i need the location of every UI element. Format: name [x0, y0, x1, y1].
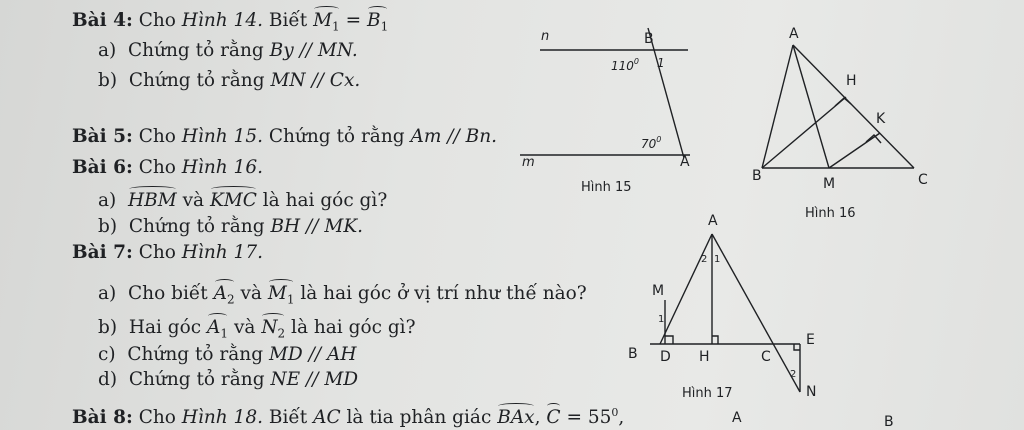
bai7-b-rest: là hai góc gì? — [291, 317, 416, 338]
fig17-label-m1: 1 — [658, 314, 665, 325]
bai5-fig-ref: Hình 15. — [181, 126, 263, 147]
bai4-a-label: a) — [98, 40, 117, 61]
bai6-b-expr: BH // MK. — [270, 216, 364, 237]
fig15-angle-70: $70^0$ — [641, 135, 662, 151]
fig15-caption: Hình 15 — [581, 180, 632, 195]
fig16-segment-bh — [762, 97, 846, 168]
bai7-a-pre: Cho biết — [128, 283, 208, 304]
bai5-expr: Am // Bn. — [410, 126, 498, 147]
fig16-label-c: C — [918, 172, 928, 188]
bai6-intro: Cho — [138, 157, 176, 178]
angle-m1: $M_1$ — [313, 6, 340, 38]
fig15-label-m: m — [522, 155, 535, 170]
bai4-b-label: b) — [98, 70, 118, 91]
bai7-d-expr: NE // MD — [270, 369, 359, 390]
fig16-side-ab — [762, 45, 793, 168]
angle-n2: $N_2$ — [261, 313, 285, 345]
bai7-d-label: d) — [98, 369, 118, 390]
fig16-segment-mk — [829, 133, 880, 168]
bai7-fig-ref: Hình 17. — [181, 242, 263, 263]
bai6-a-label: a) — [98, 190, 117, 211]
bai4-eq: = — [345, 10, 362, 31]
bai5-number: Bài 5: — [72, 126, 133, 147]
bai7-a-rest: là hai góc ở vị trí như thế nào? — [300, 283, 587, 304]
bai4-a-expr: By // MN. — [269, 40, 358, 61]
bai7-c-label: c) — [98, 344, 116, 365]
bai4-a-text: Chứng tỏ rằng — [128, 40, 264, 61]
bai7-d-text: Chứng tỏ rằng — [128, 369, 265, 390]
fig16-label-m: M — [823, 176, 836, 192]
figure-16 — [762, 45, 914, 168]
fig17-side-an — [712, 234, 800, 392]
fig15-label-a: A — [680, 154, 690, 170]
bai7-b-and: và — [233, 317, 256, 338]
figure-15 — [520, 28, 690, 158]
fig15-label-n: n — [541, 29, 550, 44]
bai8-comma: , — [534, 407, 541, 429]
fig15-label-b: B — [644, 31, 654, 47]
fig16-right-angle-h — [835, 98, 851, 106]
angle-hbm: HBM — [128, 186, 177, 212]
bai7-a-and: và — [240, 283, 262, 304]
fig17-label-e: E — [806, 332, 815, 348]
fig15-label-1: 1 — [657, 56, 665, 70]
bai7-intro: Cho — [138, 242, 176, 263]
fig17-label-c: C — [761, 349, 771, 365]
angle-kmc: KMC — [210, 186, 257, 212]
fig17-right-angle-h — [712, 336, 718, 344]
bai6-a-rest: là hai góc gì? — [262, 190, 388, 211]
bai5-intro: Cho — [138, 126, 176, 147]
bai6-a-and: và — [182, 190, 205, 211]
fig17-label-n2: 2 — [790, 369, 797, 380]
bai8-number: Bài 8: — [72, 407, 133, 429]
fig17-side-ab — [660, 234, 712, 344]
bai7-a-label: a) — [98, 283, 117, 304]
fig16-label-k: K — [876, 111, 886, 127]
fig17-label-d: D — [660, 349, 671, 365]
bai7-c-text: Chứng tỏ rằng — [127, 344, 264, 365]
fig16-label-b: B — [752, 168, 762, 184]
bai6-b-text: Chứng tỏ rằng — [128, 216, 265, 237]
bai8-ac: AC — [313, 407, 341, 429]
bai4-fig-ref: Hình 14. — [181, 10, 263, 31]
fig16-label-a: A — [789, 26, 799, 42]
fig17-label-a: A — [708, 213, 718, 229]
fig17-right-angle-d — [665, 336, 673, 344]
bai4-number: Bài 4: — [72, 10, 133, 31]
fig17-label-m: M — [652, 283, 665, 299]
bai7-c-expr: MD // AH — [268, 344, 357, 365]
bai8-mid: là tia phân giác — [346, 407, 492, 429]
angle-a2: $A_2$ — [214, 279, 235, 311]
bai5-text: Chứng tỏ rằng — [268, 126, 405, 147]
angle-a1: $A_1$ — [207, 313, 228, 345]
bai8-end: , — [618, 407, 625, 429]
bai6-b-label: b) — [98, 216, 118, 237]
figure-17 — [650, 234, 800, 392]
bai8-degree: 0 — [611, 406, 619, 419]
bai8-intro: Cho — [138, 407, 176, 429]
bai7-b-pre: Hai góc — [128, 317, 202, 338]
bai8-fig-ref: Hình 18. — [181, 407, 263, 429]
angle-m1-b7: $M_1$ — [268, 279, 295, 311]
fig15-angle-110: $110^0$ — [611, 57, 639, 73]
angle-c: C — [546, 403, 560, 429]
bai6-number: Bài 6: — [72, 157, 133, 178]
bai4-b-expr: MN // Cx. — [270, 70, 361, 91]
fig16-label-h: H — [846, 73, 857, 89]
bai6-fig-ref: Hình 16. — [181, 157, 263, 178]
bai4-b-text: Chứng tỏ rằng — [128, 70, 265, 91]
bai7-b-label: b) — [98, 317, 118, 338]
bai7-number: Bài 7: — [72, 242, 133, 263]
bai4-known: Biết — [268, 10, 308, 31]
angle-bax: BAx — [497, 403, 534, 429]
bai8-pre: Biết — [268, 407, 308, 429]
fig17-label-n: N — [806, 384, 817, 400]
fig18-label-a: A — [732, 410, 742, 426]
fig17-label-h: H — [699, 349, 710, 365]
bai4-intro: Cho — [138, 10, 176, 31]
fig17-label-b: B — [628, 346, 638, 362]
bai8-value: = 55 — [566, 407, 612, 429]
fig18-label-b: B — [884, 414, 894, 430]
fig17-label-a2: 2 — [701, 254, 708, 265]
fig17-right-angle-c — [794, 344, 800, 350]
fig17-caption: Hình 17 — [682, 386, 733, 401]
angle-b1: $B_1$ — [367, 6, 388, 38]
fig16-caption: Hình 16 — [805, 206, 856, 221]
fig17-label-a1: 1 — [714, 254, 721, 265]
